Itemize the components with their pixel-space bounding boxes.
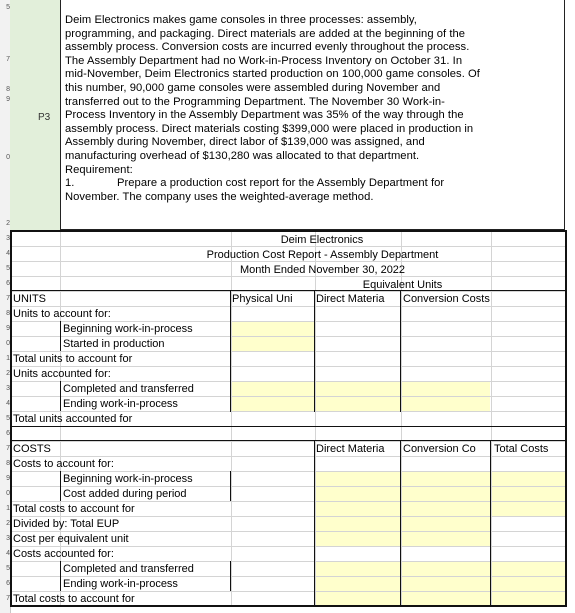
row-number[interactable]: 6	[6, 430, 10, 437]
row-number[interactable]: 7	[6, 445, 10, 452]
col-conversion-costs: Conversion Costs	[403, 293, 490, 305]
problem-line: assembly process. Direct materials costing $399,000 were placed in production in	[65, 122, 474, 135]
row-number[interactable]: 1	[6, 355, 10, 362]
border-costs-top	[10, 440, 566, 441]
border-top	[10, 230, 566, 232]
border-indent-units-2	[60, 381, 61, 411]
gridline-v	[231, 231, 232, 607]
row-number[interactable]: 7	[6, 56, 10, 63]
row-number[interactable]: 7	[6, 595, 10, 602]
problem-line: Process Inventory in the Assembly Department was 35% of the way through the	[65, 109, 464, 122]
problem-label: P3	[38, 112, 51, 123]
row-number[interactable]: 9	[6, 325, 10, 332]
total-units-accounted-label: Total units accounted for	[13, 413, 133, 425]
row-number[interactable]: 4	[6, 250, 10, 257]
col-direct-materials: Direct Materia	[316, 293, 385, 305]
row-number[interactable]: 0	[6, 340, 10, 347]
col-physical-units: Physical Uni	[232, 293, 293, 305]
col-direct-materials-costs: Direct Materia	[316, 443, 385, 455]
problem-line: this number, 90,000 game consoles were assembled during November and	[65, 81, 441, 94]
problem-line: manufacturing overhead of $130,280 was allocated to that department.	[65, 149, 420, 162]
requirement-number: 1.	[65, 177, 75, 190]
border-units-bottom	[10, 426, 566, 427]
beg-wip-units-label: Beginning work-in-process	[63, 323, 193, 335]
row-number[interactable]: 2	[6, 220, 10, 227]
started-units-label: Started in production	[63, 338, 165, 350]
row-number[interactable]: 9	[6, 96, 10, 103]
problem-line: Requirement:	[65, 163, 133, 176]
units-to-account-label: Units to account for:	[13, 308, 111, 320]
border-indent-units-1	[60, 321, 61, 351]
row-number[interactable]: 1	[6, 505, 10, 512]
equivalent-units-header: Equivalent Units	[362, 279, 443, 291]
completed-costs-label: Completed and transferred	[63, 563, 194, 575]
row-number[interactable]: 5	[6, 565, 10, 572]
row-number[interactable]: 2	[6, 370, 10, 377]
row-number[interactable]: 3	[6, 385, 10, 392]
row-number[interactable]: 8	[6, 460, 10, 467]
row-number[interactable]: 5	[6, 265, 10, 272]
problem-line: Assembly during November, direct labor of $139,000 was assigned, and	[65, 136, 425, 149]
problem-line: assembly process. Conversion costs are incurred evenly throughout the process.	[65, 41, 470, 54]
cost-added-label: Cost added during period	[63, 488, 187, 500]
cost-per-eu-label: Cost per equivalent unit	[13, 533, 129, 545]
report-title: Production Cost Report - Assembly Department	[206, 249, 439, 261]
border-indent-costs-2	[60, 561, 61, 591]
input-cell-costs-to-account[interactable]	[315, 471, 566, 516]
row-number[interactable]: 7	[6, 295, 10, 302]
row-number[interactable]: 5	[6, 4, 10, 11]
border-col-cc-costs	[400, 441, 401, 606]
divided-by-label: Divided by: Total EUP	[13, 518, 120, 530]
row-number[interactable]: 3	[6, 235, 10, 242]
units-header: UNITS	[13, 293, 46, 305]
units-accounted-label: Units accounted for:	[13, 368, 111, 380]
row-number[interactable]: 6	[6, 280, 10, 287]
border-col-dm-costs	[314, 441, 315, 606]
border-indent-costs-1	[60, 471, 61, 501]
border-col-cc	[400, 291, 401, 412]
total-costs-accounted-label: Total costs to account for	[13, 593, 135, 605]
total-units-to-account-label: Total units to account for	[13, 353, 133, 365]
ending-wip-units-label: Ending work-in-process	[63, 398, 178, 410]
problem-line: transferred out to the Programming Department. The November 30 Work-in-	[65, 95, 445, 108]
problem-lines	[65, 14, 560, 177]
row-number[interactable]: 2	[6, 520, 10, 527]
col-conversion-costs-2: Conversion Co	[403, 443, 476, 455]
gridline-v	[491, 231, 492, 607]
border-col-dm	[314, 291, 315, 412]
report-period: Month Ended November 30, 2022	[239, 264, 406, 276]
requirement-text-2: November. The company uses the weighted-average method.	[65, 190, 374, 203]
col-total-costs: Total Costs	[494, 443, 549, 455]
border-cost-label-1	[230, 471, 231, 501]
border-col-total	[490, 441, 491, 606]
row-number[interactable]: 8	[6, 310, 10, 317]
beg-wip-costs-label: Beginning work-in-process	[63, 473, 193, 485]
problem-line: mid-November, Deim Electronics started production on 100,000 game consoles. Of	[65, 68, 480, 81]
total-costs-to-account-label: Total costs to account for	[13, 503, 135, 515]
input-cell-costs-accounted[interactable]	[315, 561, 566, 606]
border-cost-label-2	[230, 561, 231, 591]
row-number[interactable]: 6	[6, 580, 10, 587]
company-name: Deim Electronics	[280, 234, 364, 246]
ending-wip-costs-label: Ending work-in-process	[63, 578, 178, 590]
border-col-physical	[230, 291, 231, 412]
row-number[interactable]: 5	[6, 415, 10, 422]
problem-line: The Assembly Department had no Work-in-Process Inventory on October 31. In	[65, 54, 463, 67]
costs-to-account-label: Costs to account for:	[13, 458, 114, 470]
problem-line: Deim Electronics makes game consoles in three processes: assembly,	[65, 14, 417, 26]
requirement-line	[65, 177, 560, 191]
row-number[interactable]: 4	[6, 400, 10, 407]
problem-label-cell[interactable]	[10, 0, 61, 230]
row-number[interactable]: 3	[6, 535, 10, 542]
problem-statement-cell[interactable]	[60, 0, 565, 230]
border-left	[10, 230, 12, 607]
row-number[interactable]: 0	[6, 154, 10, 161]
row-number[interactable]: 8	[6, 86, 10, 93]
problem-line: programming, and packaging. Direct materials are added at the beginning of the	[65, 27, 466, 40]
costs-header: COSTS	[13, 443, 51, 455]
row-number[interactable]: 4	[6, 550, 10, 557]
border-right	[565, 230, 567, 607]
row-number[interactable]: 0	[6, 490, 10, 497]
requirement-text: Prepare a production cost report for the Assembly Department for	[117, 177, 445, 190]
costs-accounted-label: Costs accounted for:	[13, 548, 114, 560]
completed-units-label: Completed and transferred	[63, 383, 194, 395]
row-number[interactable]: 9	[6, 475, 10, 482]
